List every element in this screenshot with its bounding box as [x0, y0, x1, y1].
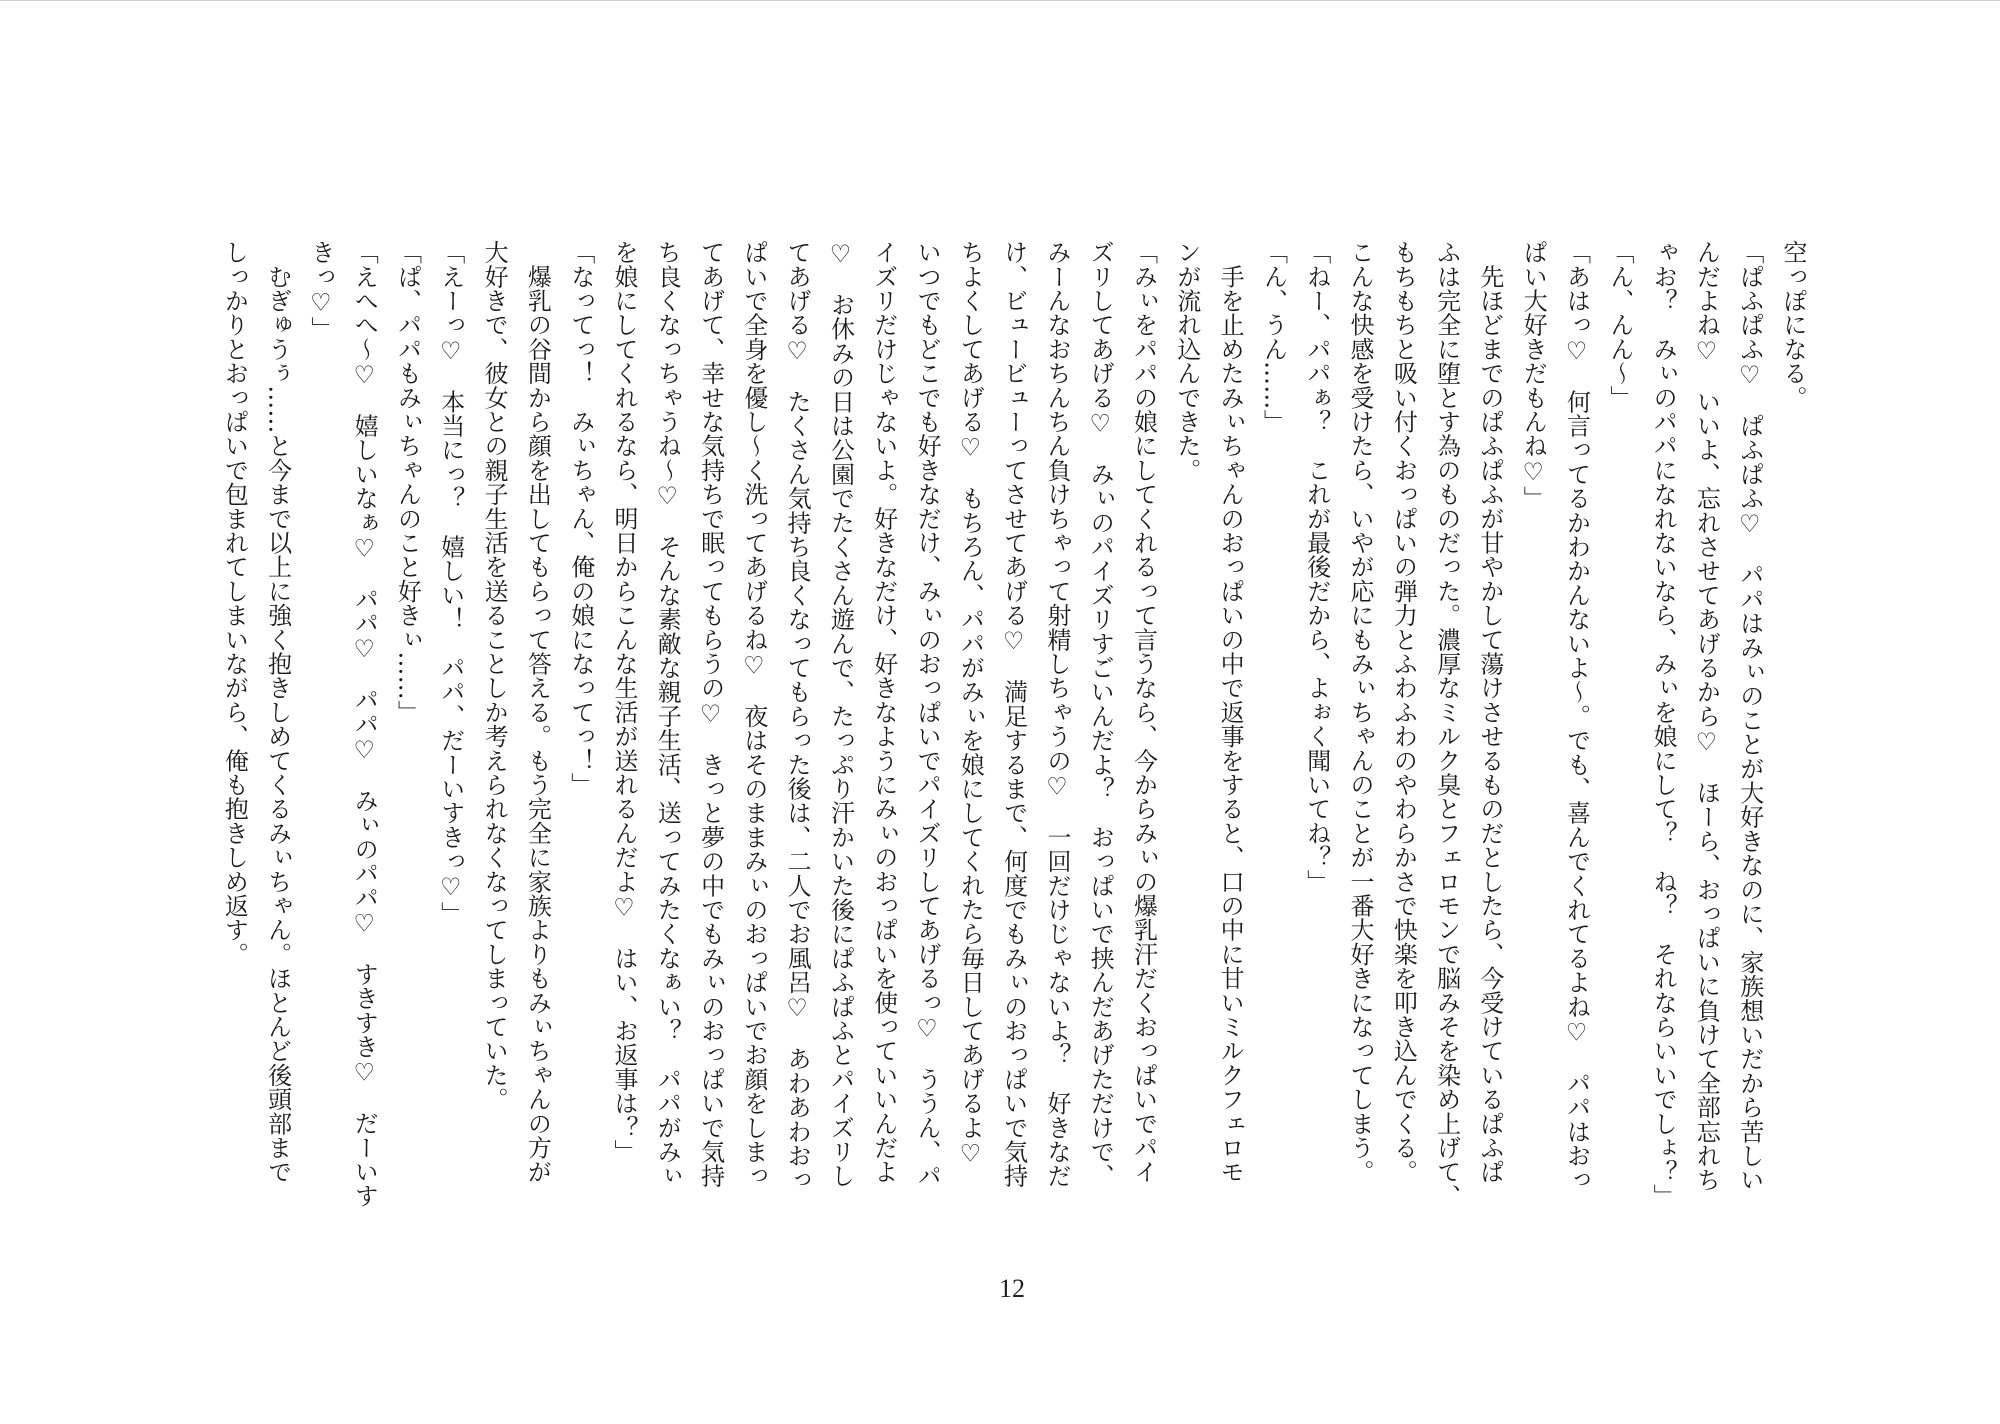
text-line: いつでもどこでも好きなだけ、みぃのおっぱいでパイズリしてあげるっ♡ ううん、パ — [913, 240, 942, 1188]
text-line: 「ぱ、パパもみぃちゃんのこと好きぃ……」 — [393, 240, 422, 724]
text-line: ゃお？ みぃのパパになれないなら、みぃを娘にして？ ね？ それならいいでしょ？」 — [1649, 240, 1678, 1208]
vertical-text-body — [212, 240, 1814, 1240]
text-line: 「ん、うん……」 — [1259, 240, 1288, 434]
text-line: こんな快感を受けたら、いやが応にもみぃちゃんのことが一番大好きになってしまう。 — [1346, 240, 1375, 1184]
text-line: 先ほどまでのぱふぱふが甘やかして蕩けさせるものだとしたら、今受けているぱふぱ — [1475, 240, 1504, 1184]
text-line: 「あはっ♡ 何言ってるかわかんないよ～。でも、喜んでくれてるよね♡ パパはおっ — [1562, 240, 1591, 1192]
text-line: ぱいで全身を優し～く洗ってあげるね♡ 夜はそのままみぃのおっぱいでお顔をしまっ — [739, 240, 768, 1188]
text-line: 「えへへ～♡ 嬉しいなぁ♡ パパ♡ パパ♡ みぃのパパ♡ すきすき♡ だーいす — [350, 240, 379, 1208]
text-line: 爆乳の谷間から顔を出してもらって答える。もう完全に家族よりもみぃちゃんの方が — [523, 240, 552, 1184]
text-line: 大好きで、彼女との親子生活を送ることしか考えられなくなってしまっていた。 — [480, 240, 509, 1112]
text-line: け、ビュービューってさせてあげる♡ 満足するまで、何度でもみぃのおっぱいで気持 — [999, 240, 1028, 1188]
text-line: しっかりとおっぱいで包まれてしまいながら、俺も抱きしめ返す。 — [220, 240, 249, 966]
text-line: てあげて、幸せな気持ちで眠ってもらうの♡ きっと夢の中でもみぃのおっぱいで気持 — [696, 240, 725, 1188]
text-line: イズリだけじゃないよ。好きなだけ、好きなようにみぃのおっぱいを使っていいんだよ — [869, 240, 898, 1184]
text-line: ぱい大好きだもんね♡」 — [1519, 240, 1548, 511]
text-line: ち良くなっちゃうね～♡ そんな素敵な親子生活、送ってみたくなぁい？ パパがみぃ — [653, 240, 682, 1188]
page-number: 12 — [999, 1274, 1025, 1303]
text-line: もちもちと吸い付くおっぱいの弾力とふわふわのやわらかさで快楽を叩き込んでくる。 — [1389, 240, 1418, 1184]
text-line: みーんなおちんちん負けちゃって射精しちゃうの♡ 一回だけじゃないよ？ 好きなだ — [1042, 240, 1071, 1188]
text-line: むぎゅうぅ……と今まで以上に強く抱きしめてくるみぃちゃん。ほとんど後頭部まで — [263, 240, 292, 1184]
text-line: ズリしてあげる♡ みぃのパイズリすごいんだよ？ おっぱいで挟んだあげただけで、 — [1086, 240, 1115, 1188]
text-line: 「ねー、パパぁ？ これが最後だから、よぉく聞いてね？」 — [1302, 240, 1331, 894]
text-line: ンが流れ込んできた。 — [1172, 240, 1201, 482]
text-line: ちよくしてあげる♡ もちろん、パパがみぃを娘にしてくれたら毎日してあげるよ♡ — [956, 240, 985, 1168]
text-line: を娘にしてくれるなら、明日からこんな生活が送れるんだよ♡ はい、お返事は？」 — [609, 240, 638, 1164]
text-line: 「ん、んん～」 — [1605, 240, 1634, 410]
text-line: 「えーっ♡ 本当にっ？ 嬉しい！ パパ、だーいすきっ♡」 — [436, 240, 465, 926]
text-line: 空っぽになる。 — [1779, 240, 1807, 410]
text-line: てあげる♡ たくさん気持ち良くなってもらった後は、二人でお風呂♡ あわあわおっ — [783, 240, 812, 1192]
text-line: ふは完全に堕とす為のものだった。濃厚なミルク臭とフェロモンで脳みそを染め上げて、 — [1432, 240, 1461, 1208]
text-line: 「みぃをパパの娘にしてくれるって言うなら、今からみぃの爆乳汗だくおっぱいでパイ — [1129, 240, 1158, 1184]
text-line: 手を止めたみぃちゃんのおっぱいの中で返事をすると、口の中に甘いミルクフェロモ — [1216, 240, 1245, 1184]
page-top-border — [0, 0, 2000, 1]
text-line: んだよね♡ いいよ、忘れさせてあげるから♡ ほーら、おっぱいに負けて全部忘れち — [1692, 240, 1721, 1192]
text-line: 「ぱふぱふ♡ ぱふぱふ♡ パパはみぃのことが大好きなのに、家族想いだから苦しい — [1735, 240, 1764, 1192]
text-line: ♡ お休みの日は公園でたくさん遊んで、たっぷり汗かいた後にぱふぱふとパイズリし — [826, 240, 855, 1188]
text-line: きっ♡」 — [306, 240, 335, 341]
text-line: 「なってっ！ みぃちゃん、俺の娘になってっ！」 — [566, 240, 595, 797]
